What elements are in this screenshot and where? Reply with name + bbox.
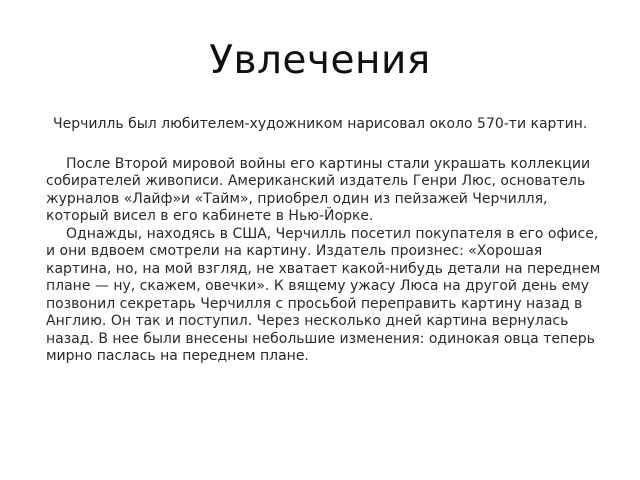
paragraph-intro: Черчилль был любителем-художником нарисовал около 570-ти картин. bbox=[53, 116, 588, 132]
slide-title: Увлечения bbox=[209, 38, 431, 83]
slide-body bbox=[46, 116, 606, 366]
paragraph-collections: После Второй мировой войны его картины стали украшать коллекции собирателей живописи. Американский издатель Генри Люс, основатель журналов «Лайф»и «Тайм», приобрел один из пейзажей Черчилля, который висел в его кабинете в Нью-Йорке. bbox=[46, 155, 591, 224]
paragraph-sheep-story: Однажды, находясь в США, Черчилль посетил покупателя в его офисе, и они вдвоем смотрели на картину. Издатель произнес: «Хорошая картина, но, на мой взгляд, не хватает какой-нибудь детали на переднем плане — ну, скажем, овечки». К вящему ужасу Люса на другой день ему позвонил секретарь Черчилля с просьбой переправить картину назад в Англию. Он так и поступил. Через несколько дней картина вернулась назад. В нее были внесены небольшие изменения: одинокая овца теперь мирно паслась на переднем плане. bbox=[46, 225, 601, 364]
